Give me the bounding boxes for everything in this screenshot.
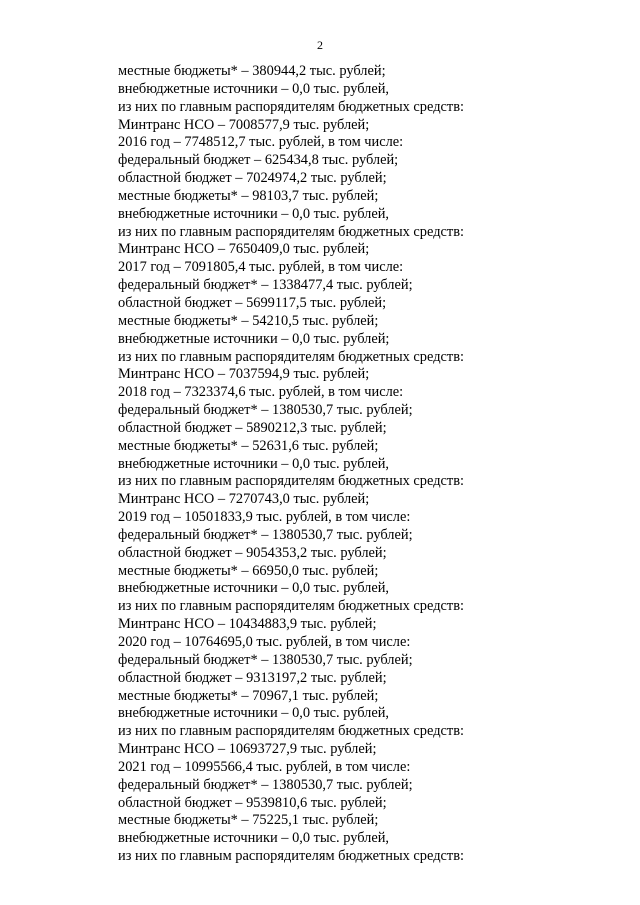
text-line: 2020 год – 10764695,0 тыс. рублей, в том числе: <box>118 634 411 650</box>
text-line: федеральный бюджет* – 1380530,7 тыс. рублей; <box>118 651 413 668</box>
text-line: Минтранс НСО – 10693727,9 тыс. рублей; <box>118 741 377 758</box>
text-line: федеральный бюджет* – 1338477,4 тыс. рублей; <box>118 277 413 294</box>
page-number: 2 <box>317 38 323 52</box>
text-line: из них по главным распорядителям бюджетных средств: <box>118 848 464 865</box>
text-line: Минтранс НСО – 7650409,0 тыс. рублей; <box>118 241 370 258</box>
text-line: 2019 год – 10501833,9 тыс. рублей, в том числе: <box>118 509 411 526</box>
text-line: местные бюджеты* – 70967,1 тыс. рублей; <box>118 687 379 704</box>
text-line: областной бюджет – 5890212,3 тыс. рублей; <box>118 419 387 436</box>
text-line: из них по главным распорядителям бюджетных средств: <box>118 223 464 240</box>
text-line: из них по главным распорядителям бюджетных средств: <box>118 348 464 365</box>
text-line: 2018 год – 7323374,6 тыс. рублей, в том числе: <box>118 384 404 401</box>
text-line: федеральный бюджет* – 1380530,7 тыс. рублей; <box>118 402 413 419</box>
text-line: местные бюджеты* – 54210,5 тыс. рублей; <box>118 312 379 329</box>
text-line: Минтранс НСО – 7270743,0 тыс. рублей; <box>118 491 370 508</box>
text-line: 2017 год – 7091805,4 тыс. рублей, в том числе: <box>118 259 404 276</box>
text-line: федеральный бюджет – 625434,8 тыс. рублей; <box>118 152 399 169</box>
text-line: местные бюджеты* – 75225,1 тыс. рублей; <box>118 812 379 829</box>
text-line: Минтранс НСО – 7037594,9 тыс. рублей; <box>118 366 370 383</box>
text-line: внебюджетные источники – 0,0 тыс. рублей, <box>118 80 390 97</box>
text-line: внебюджетные источники – 0,0 тыс. рублей, <box>118 205 390 222</box>
text-line: Минтранс НСО – 7008577,9 тыс. рублей; <box>118 116 370 133</box>
text-line: внебюджетные источники – 0,0 тыс. рублей; <box>118 330 390 347</box>
text-line: местные бюджеты* – 52631,6 тыс. рублей; <box>118 437 379 454</box>
text-line: внебюджетные источники – 0,0 тыс. рублей, <box>118 455 390 472</box>
text-line: федеральный бюджет* – 1380530,7 тыс. рублей; <box>118 526 413 543</box>
text-line: областной бюджет – 9054353,2 тыс. рублей; <box>118 544 387 561</box>
text-line: из них по главным распорядителям бюджетных средств: <box>118 98 464 115</box>
text-line: областной бюджет – 9313197,2 тыс. рублей; <box>118 669 387 686</box>
text-line: областной бюджет – 5699117,5 тыс. рублей; <box>118 294 387 311</box>
text-line: внебюджетные источники – 0,0 тыс. рублей, <box>118 705 390 722</box>
text-line: внебюджетные источники – 0,0 тыс. рублей, <box>118 580 390 597</box>
text-line: областной бюджет – 9539810,6 тыс. рублей; <box>118 794 387 811</box>
text-line: из них по главным распорядителям бюджетных средств: <box>118 723 464 740</box>
text-line: местные бюджеты* – 380944,2 тыс. рублей; <box>118 63 386 79</box>
text-line: 2016 год – 7748512,7 тыс. рублей, в том числе: <box>118 134 404 151</box>
text-line: из них по главным распорядителям бюджетных средств: <box>118 473 464 490</box>
text-line: местные бюджеты* – 66950,0 тыс. рублей; <box>118 562 379 579</box>
text-line: федеральный бюджет* – 1380530,7 тыс. рублей; <box>118 776 413 793</box>
text-line: 2021 год – 10995566,4 тыс. рублей, в том числе: <box>118 758 411 775</box>
text-line: из них по главным распорядителям бюджетных средств: <box>118 598 464 615</box>
text-line: внебюджетные источники – 0,0 тыс. рублей, <box>118 830 390 847</box>
text-line: Минтранс НСО – 10434883,9 тыс. рублей; <box>118 616 377 633</box>
document-body <box>118 63 598 866</box>
text-line: местные бюджеты* – 98103,7 тыс. рублей; <box>118 187 379 204</box>
text-line: областной бюджет – 7024974,2 тыс. рублей; <box>118 170 387 187</box>
